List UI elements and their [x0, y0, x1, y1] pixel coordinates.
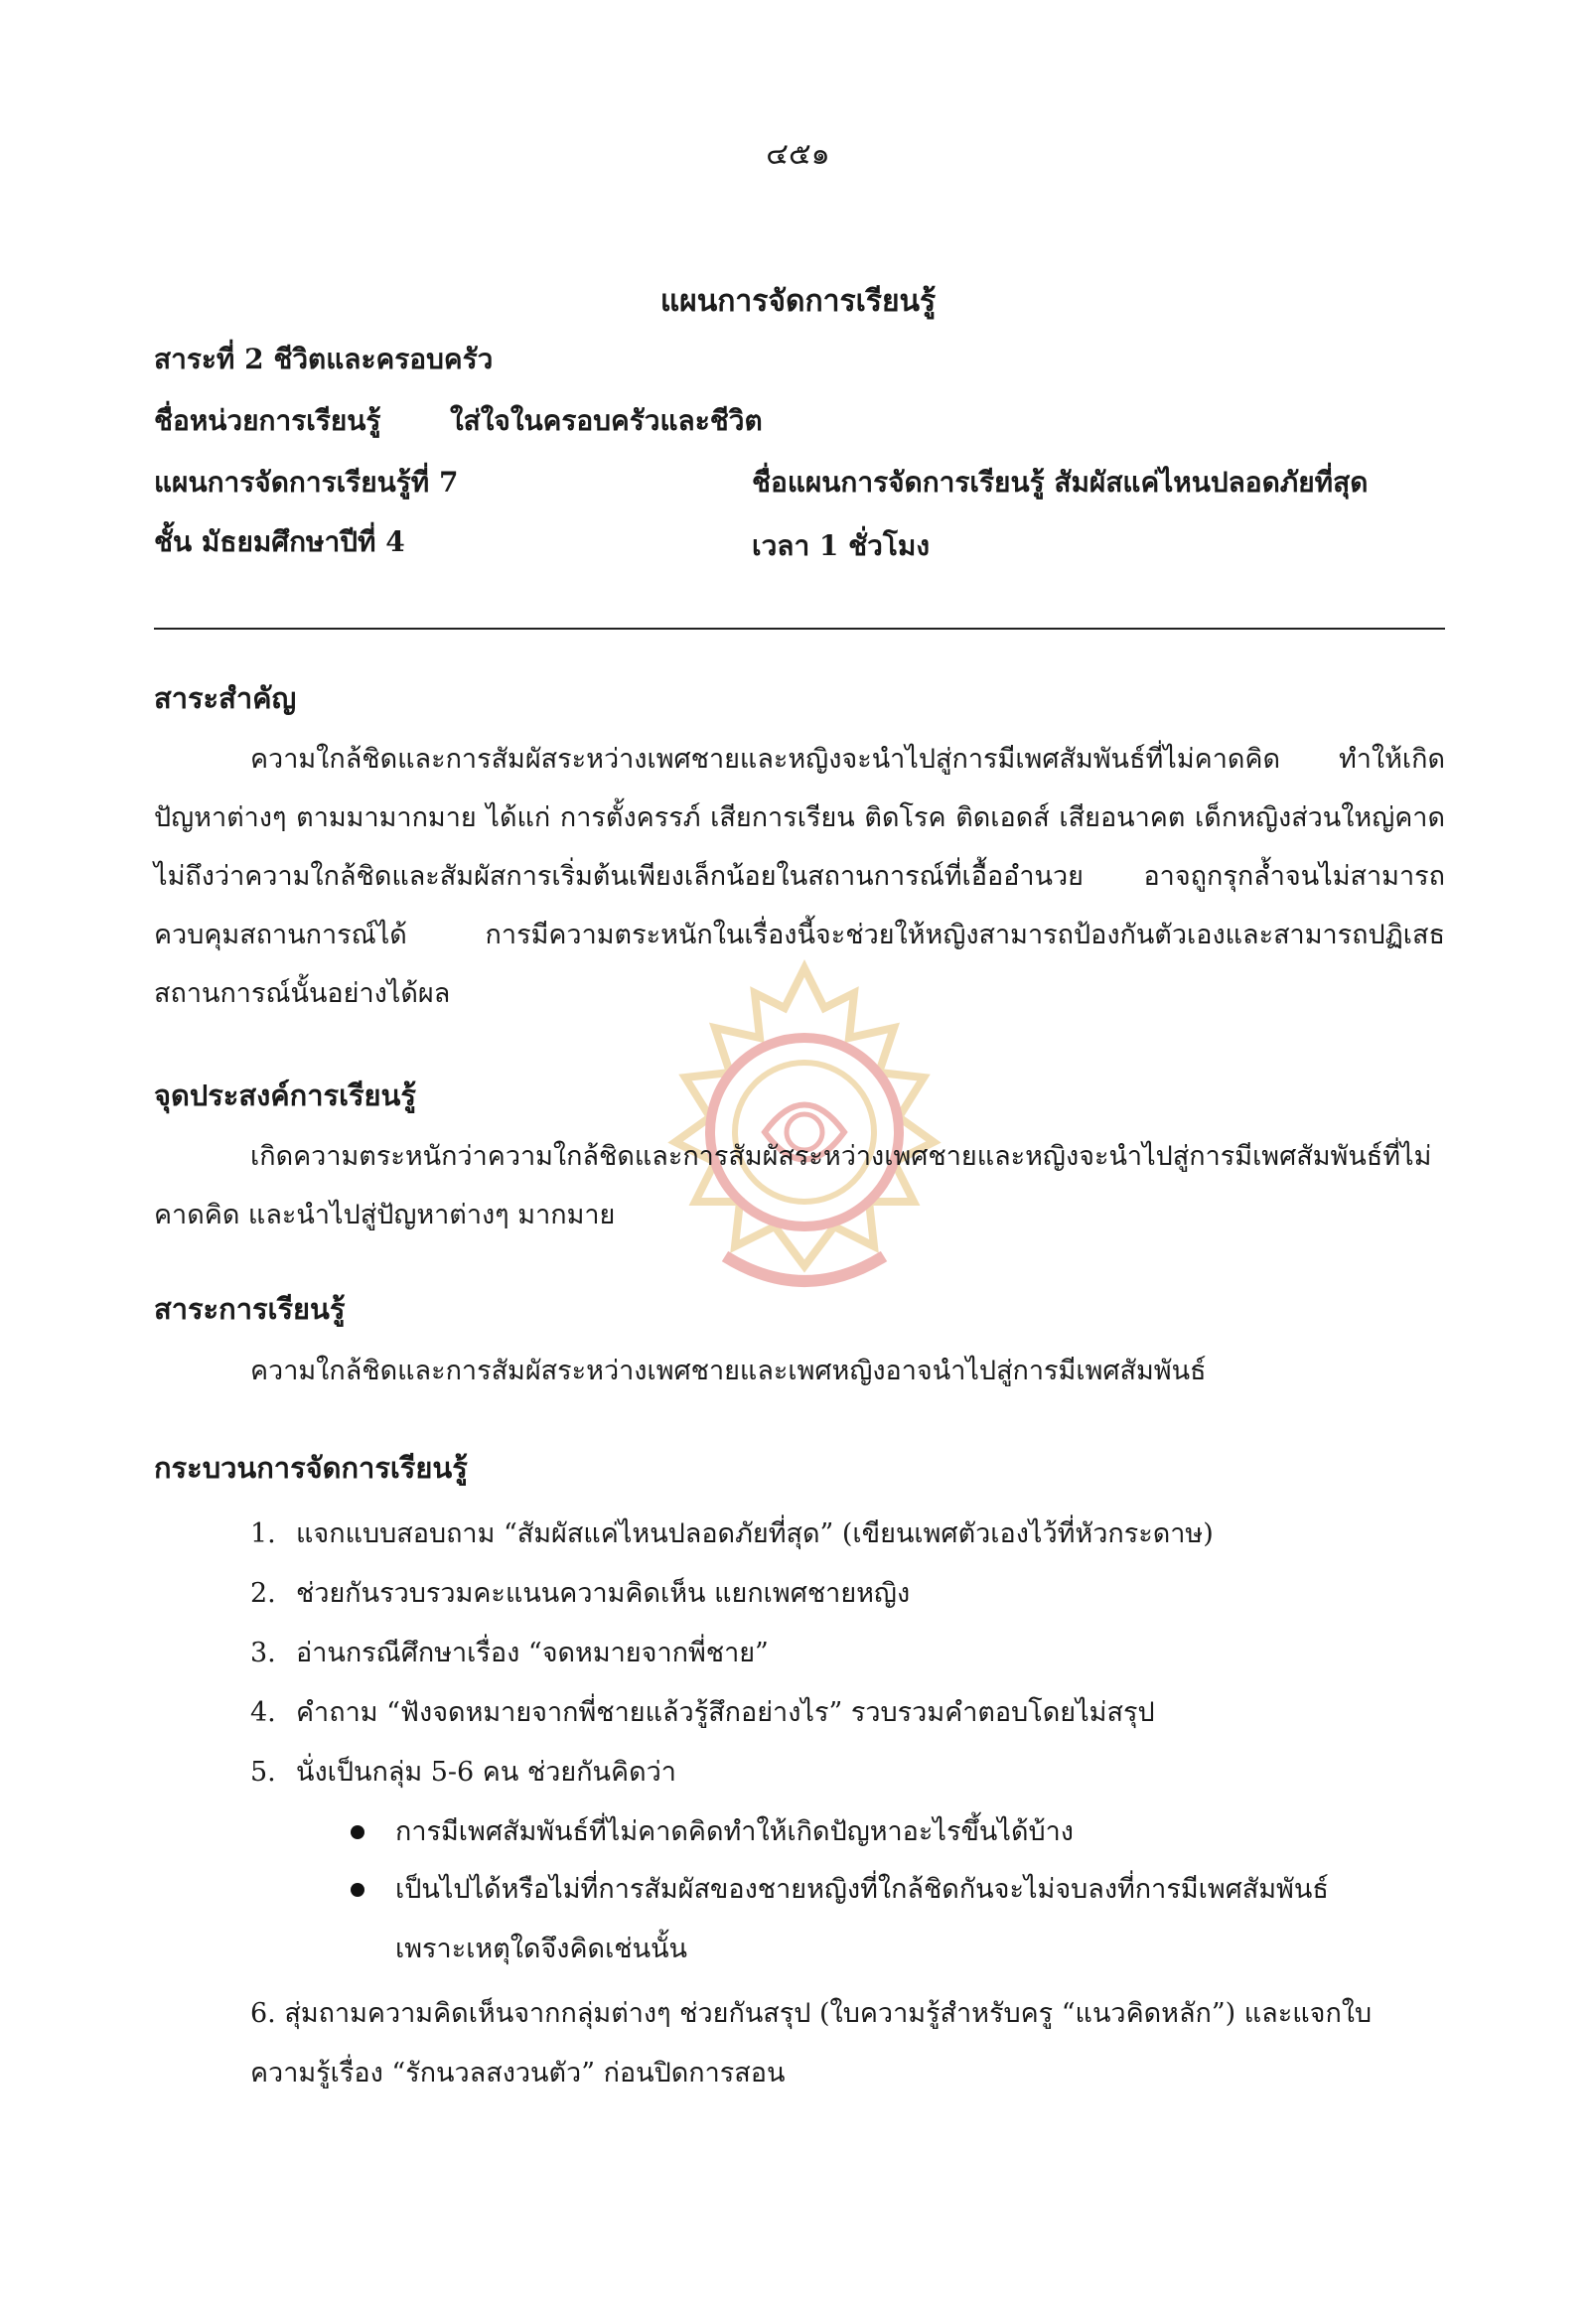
process-step-6-line-2: ความรู้เรื่อง “รักนวลสงวนตัว” ก่อนปิดการสอน [250, 2058, 786, 2088]
key-concept-paragraph [154, 730, 1445, 1023]
bullet-item: เป็นไปได้หรือไม่ที่การสัมผัสของชายหญิงที่ใกล้ชิดกันจะไม่จบลงที่การมีเพศสัมพันธ์ [395, 1874, 1329, 1905]
bullet-icon [351, 1825, 364, 1839]
grade-level: ชั้น มัธยมศึกษาปีที่ 4 [154, 525, 405, 558]
bullet-item-continuation: เพราะเหตุใดจึงคิดเช่นนั้น [395, 1934, 687, 1964]
objectives-text: เกิดความตระหนักว่าความใกล้ชิดและการสัมผัสระหว่างเพศชายและหญิงจะนำไปสู่การมีเพศสัมพันธ์ที่ไม่คาดคิด และนำไปสู่ปัญหาต่างๆ มากมาย [154, 1141, 1432, 1230]
objectives-paragraph [154, 1127, 1445, 1244]
bullet-icon [351, 1883, 364, 1897]
key-concept-heading: สาระสำคัญ [154, 681, 297, 715]
key-concept-text: ความใกล้ชิดและการสัมผัสระหว่างเพศชายและหญิงจะนำไปสู่การมีเพศสัมพันธ์ที่ไม่คาดคิด ทำให้เกิดปัญหาต่างๆ ตามมามากมาย ได้แก่ การตั้งครรภ์ เสียการเรียน ติดโรค ติดเอดส์ เสียอนาคต เด็กหญิงส่วนใหญ่คาดไม่ถึงว่าความใกล้ชิดและสัมผัสการเริ่มต้นเพียงเล็กน้อยในสถานการณ์ที่เอื้ออำนวย อาจถูกรุกล้ำจนไม่สามารถควบคุมสถานการณ์ได้ การมีความตระหนักในเรื่องนี้จะช่วยให้หญิงสามารถป้องกันตัวเองและสามารถปฏิเสธสถานการณ์นั้นอย่างได้ผล [154, 744, 1445, 1009]
objectives-heading: จุดประสงค์การเรียนรู้ [154, 1079, 416, 1112]
duration: เวลา 1 ชั่วโมง [752, 529, 931, 562]
process-heading: กระบวนการจัดการเรียนรู้ [154, 1451, 468, 1485]
unit-label: ชื่อหน่วยการเรียนรู้ [154, 404, 381, 437]
process-step: 5. นั่งเป็นกลุ่ม 5-6 คน ช่วยกันคิดว่า [250, 1757, 676, 1788]
document-title: แผนการจัดการเรียนรู้ [659, 284, 937, 319]
plan-name: ชื่อแผนการจัดการเรียนรู้ สัมผัสแค่ไหนปลอดภัยที่สุด [752, 466, 1369, 499]
unit-name: ใส่ใจในครอบครัวและชีวิต [450, 404, 763, 437]
content-heading: สาระการเรียนรู้ [154, 1292, 346, 1326]
process-step: 4. คำถาม “ฟังจดหมายจากพี่ชายแล้วรู้สึกอย่างไร” รวบรวมคำตอบโดยไม่สรุป [250, 1697, 1155, 1728]
process-step: 2. ช่วยกันรวบรวมคะแนนความคิดเห็น แยกเพศชายหญิง [250, 1578, 911, 1609]
process-step: 3. อ่านกรณีศึกษาเรื่อง “จดหมายจากพี่ชาย” [250, 1638, 769, 1668]
process-step-6-line-1: 6. สุ่มถามความคิดเห็นจากกลุ่มต่างๆ ช่วยกันสรุป (ใบความรู้สำหรับครู “แนวคิดหลัก”) และแจกใบ [250, 1998, 1373, 2029]
process-step: 1. แจกแบบสอบถาม “สัมผัสแค่ไหนปลอดภัยที่สุด” (เขียนเพศตัวเองไว้ที่หัวกระดาษ) [250, 1518, 1214, 1549]
strand-label: สาระที่ 2 ชีวิตและครอบครัว [154, 343, 494, 375]
header-divider [154, 628, 1445, 630]
content-text: ความใกล้ชิดและการสัมผัสระหว่างเพศชายและเพศหญิงอาจนำไปสู่การมีเพศสัมพันธ์ [250, 1356, 1207, 1386]
plan-number: แผนการจัดการเรียนรู้ที่ 7 [154, 466, 459, 499]
page-number: ๔๕๑ [766, 137, 830, 172]
bullet-item: การมีเพศสัมพันธ์ที่ไม่คาดคิดทำให้เกิดปัญหาอะไรขึ้นได้บ้าง [395, 1816, 1074, 1847]
